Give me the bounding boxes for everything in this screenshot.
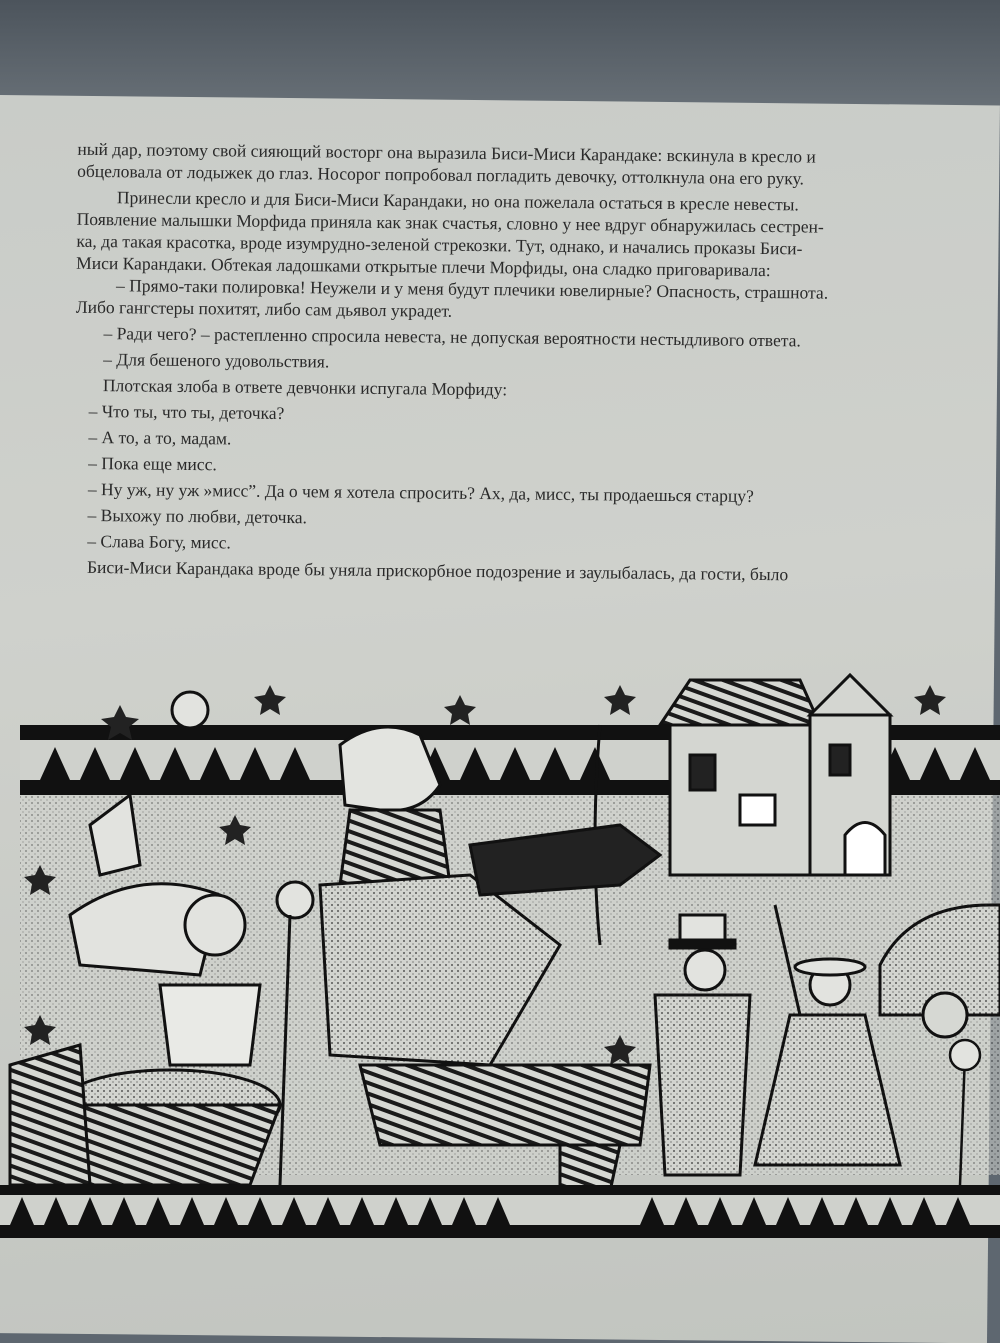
house (660, 675, 890, 875)
body-text (73, 138, 938, 587)
illustration (0, 585, 1000, 1238)
text-line: – Слава Богу, мисс. (87, 530, 231, 553)
text-line: – Выхожу по любви, деточка. (87, 504, 308, 528)
text-line: ка, да такая красотка, вроде изумрудно-зеленой стрекозки. Тут, однако, и начались проказы Биси- (76, 230, 803, 259)
text-line: – Ради чего? – растепленно спросила невеста, не допуская вероятности нестыдливого ответа. (103, 323, 801, 351)
text-line: – Пока еще мисс. (88, 452, 217, 475)
text-line: Либо гангстеры похитят, либо сам дьявол украдет. (75, 296, 453, 321)
text-line: ный дар, поэтому свой сияющий восторг она выразила Биси-Миси Карандаке: вскинула в кресло и (77, 138, 816, 167)
bottom-border (0, 1185, 1000, 1238)
text-line: Принесли кресло и для Биси-Миси Карандаки, но она пожелала остаться в кресле невесты. (116, 187, 799, 215)
text-line: Биси-Миси Карандака вроде бы уняла прискорбное подозрение и заулыбалась, да гости, было (86, 556, 789, 585)
text-line: – Прямо-таки полировка! Неужели и у меня будут плечики ювелирные? Опасность, страшнота. (115, 275, 829, 303)
text-line: – Ну уж, ну уж »мисс”. Да о чем я хотела спросить? Ах, да, мисс, ты продаешься старцу? (87, 478, 754, 506)
text-line: – А то, а то, мадам. (88, 426, 232, 449)
text-line: обцеловала от лодыжек до глаз. Носорог попробовал погладить девочку, оттолкнула она его руку. (77, 160, 805, 189)
text-line: – Для бешеного удовольствия. (103, 349, 330, 372)
text-line: Плотская злоба в ответе девчонки испугала Морфиду: (102, 375, 508, 400)
text-line: – Что ты, что ты, деточка? (88, 400, 285, 423)
text-line: Миси Карандаки. Обтекая ладошками открытые плечи Морфиды, она сладко приговаривала: (76, 252, 771, 281)
text-line: Появление малышки Морфида приняла как знак счастья, словно у нее вдруг обнаружилась сестрен- (76, 208, 824, 237)
